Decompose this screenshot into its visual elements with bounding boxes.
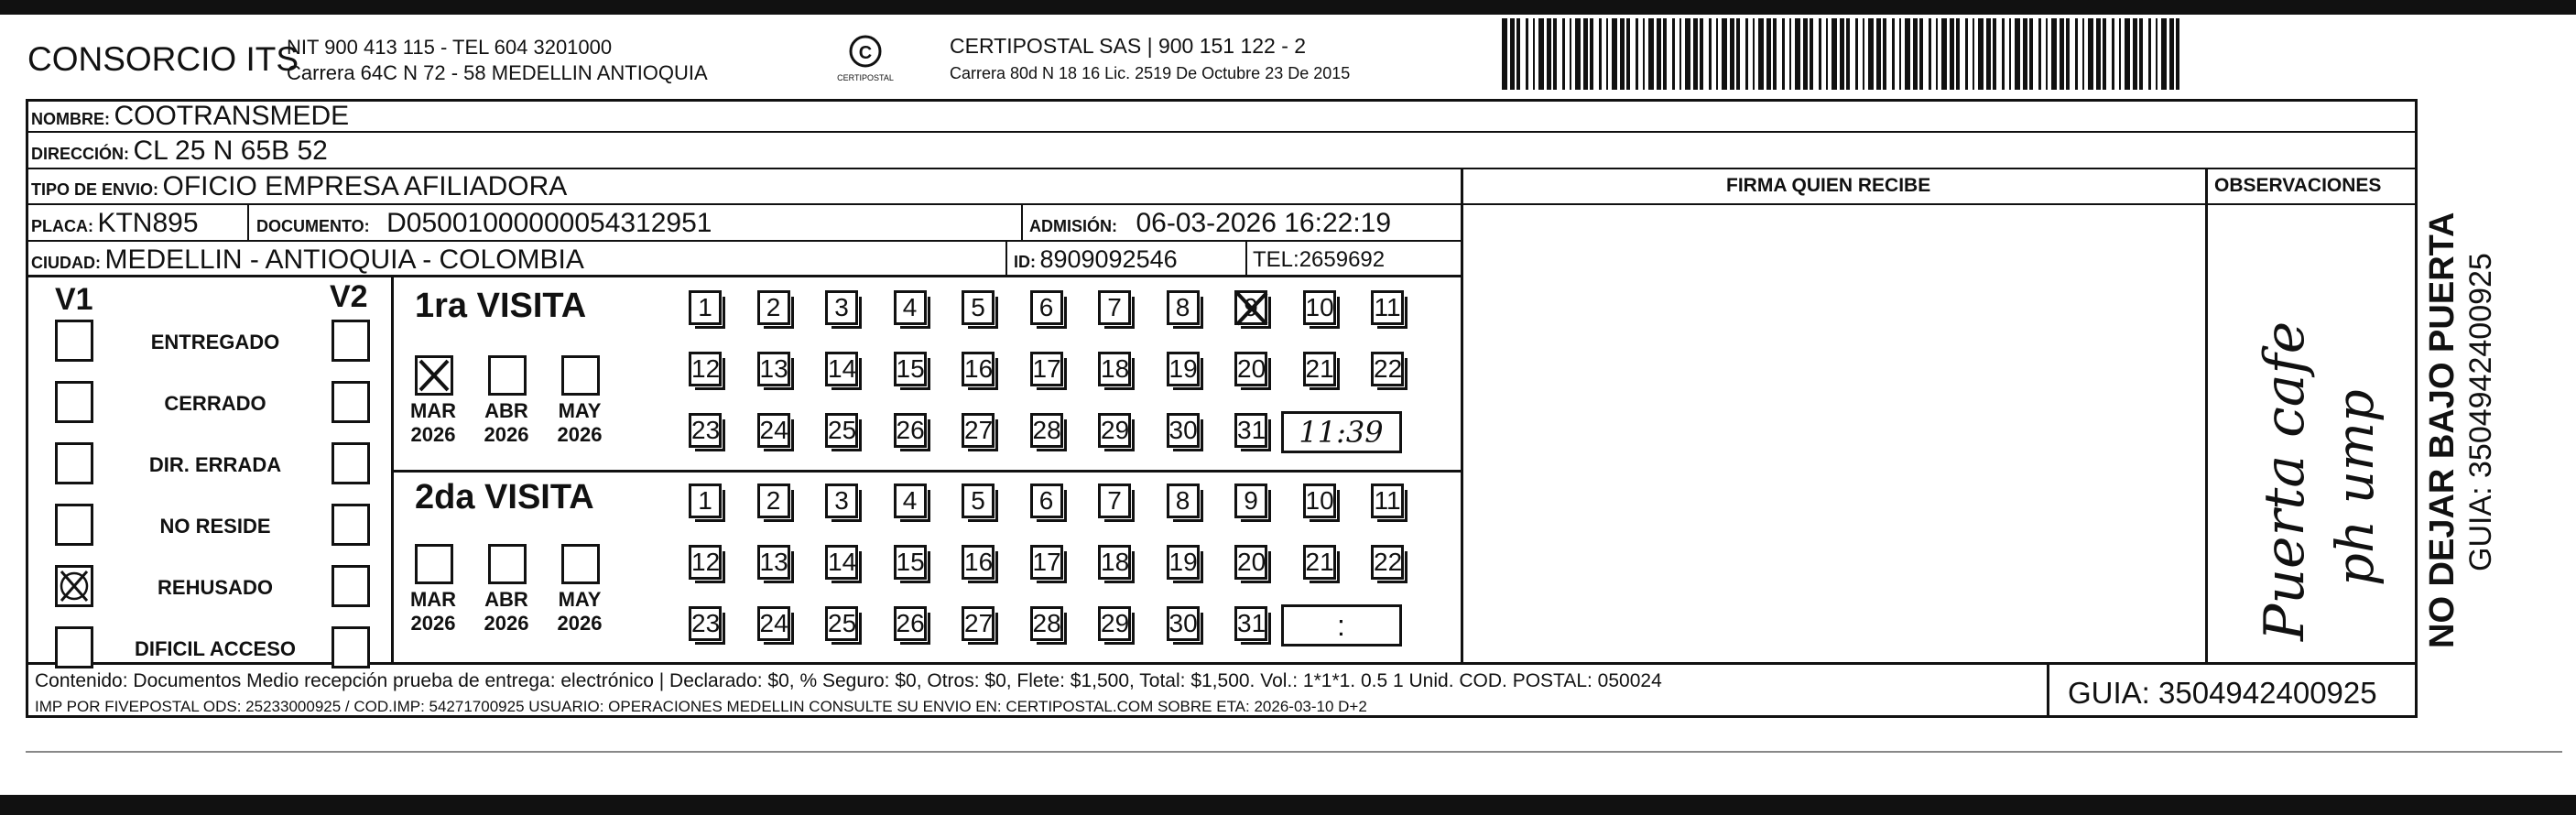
barcode-bar	[1993, 18, 1996, 90]
barcode-bar	[2009, 18, 2011, 90]
barcode-bar	[1657, 18, 1661, 90]
observation-handwriting-2: ph ump	[2326, 389, 2386, 586]
barcode-bar	[1956, 18, 1960, 90]
v1-checkbox[interactable]	[55, 442, 93, 484]
day-box[interactable]: 22	[1371, 545, 1404, 580]
placa-row: PLACA: KTN895	[31, 208, 199, 238]
barcode-bar	[1736, 18, 1740, 90]
day-box[interactable]: 26	[894, 413, 927, 448]
barcode-bar	[2066, 18, 2070, 90]
barcode-bar	[1590, 18, 1593, 90]
day-box[interactable]: 2	[757, 484, 790, 518]
day-box[interactable]: 9	[1234, 484, 1267, 518]
barcode-bar	[1562, 18, 1565, 90]
day-box[interactable]: 28	[1030, 606, 1063, 641]
day-box[interactable]: 25	[825, 413, 858, 448]
day-box[interactable]: 28	[1030, 413, 1063, 448]
year-label: 2026	[484, 423, 529, 446]
barcode-bar	[2002, 18, 2005, 90]
barcode-bar	[1570, 18, 1571, 90]
documento-row: DOCUMENTO: D05001000000054312951	[256, 208, 712, 238]
barcode-bar	[1730, 18, 1734, 90]
footer-imp: IMP POR FIVEPOSTAL ODS: 25233000925 / COD.IMP: 54271700925 USUARIO: OPERACIONES MEDELLIN CONSULTE SU ENVIO EN: CERTIPOSTAL.COM SOBRE ETA: 2026-03-10 D+2	[35, 698, 1367, 715]
status-label: REHUSADO	[158, 576, 273, 599]
documento-value: D05001000000054312951	[386, 208, 712, 238]
barcode-bar	[1526, 18, 1528, 90]
barcode-bar	[1606, 18, 1608, 90]
barcode-bar	[1795, 18, 1800, 90]
v2-checkbox[interactable]	[332, 381, 370, 423]
day-box[interactable]: 2	[757, 290, 790, 325]
barcode-bar	[1965, 18, 1968, 90]
svg-text:C: C	[858, 43, 873, 63]
barcode-bar	[1905, 18, 1910, 90]
day-box[interactable]: 19	[1167, 352, 1200, 386]
direccion-value: CL 25 N 65B 52	[133, 136, 328, 166]
v2-checkbox[interactable]	[332, 504, 370, 546]
barcode-bar	[2103, 18, 2106, 90]
day-box[interactable]: 10	[1303, 290, 1336, 325]
nombre-value: COOTRANSMEDE	[114, 101, 350, 131]
year-label: 2026	[410, 423, 456, 446]
month-label: MAR	[409, 588, 457, 611]
barcode-bar	[1553, 18, 1557, 90]
year-label: 2026	[557, 423, 603, 446]
day-box[interactable]: 6	[1030, 484, 1063, 518]
time-box[interactable]: :	[1281, 604, 1402, 647]
day-box[interactable]: 20	[1234, 352, 1267, 386]
barcode-bar	[1753, 18, 1755, 90]
day-box[interactable]: 17	[1030, 545, 1063, 580]
barcode-bar	[2060, 18, 2064, 90]
barcode-bar	[2119, 18, 2121, 90]
status-label: DIR. ERRADA	[148, 453, 282, 476]
month-checkbox[interactable]	[561, 544, 600, 584]
day-box[interactable]: 5	[962, 484, 995, 518]
company-address: Carrera 64C N 72 - 58 MEDELLIN ANTIOQUIA	[287, 61, 708, 84]
barcode-bar	[1868, 18, 1874, 90]
barcode-bar	[1766, 18, 1771, 90]
tipo-row: TIPO DE ENVIO: OFICIO EMPRESA AFILIADORA	[31, 171, 568, 201]
day-box[interactable]: 1	[689, 290, 722, 325]
tel-value: 2659692	[1299, 247, 1386, 272]
barcode-bar	[1599, 18, 1602, 90]
barcode-bar	[1620, 18, 1625, 90]
barcode-bar	[1810, 18, 1813, 90]
day-box[interactable]: 12	[689, 352, 722, 386]
nombre-row: NOMBRE: COOTRANSMEDE	[31, 101, 350, 131]
day-box[interactable]: 27	[962, 413, 995, 448]
month-checkbox[interactable]	[415, 544, 453, 584]
barcode-bar	[1819, 18, 1821, 90]
placa-value: KTN895	[97, 208, 199, 238]
day-box[interactable]: 15	[894, 545, 927, 580]
barcode-bar	[2075, 18, 2078, 90]
barcode-bar	[1533, 18, 1535, 90]
barcode-bar	[1782, 18, 1785, 90]
day-box[interactable]: 1	[689, 484, 722, 518]
barcode-bar	[1626, 18, 1630, 90]
ciudad-row: CIUDAD: MEDELLIN - ANTIOQUIA - COLOMBIA	[31, 244, 584, 275]
day-box[interactable]: 14	[825, 352, 858, 386]
svg-text:CERTIPOSTAL: CERTIPOSTAL	[837, 73, 894, 82]
barcode-bar	[2096, 18, 2101, 90]
barcode-bar	[1840, 18, 1844, 90]
v2-checkbox[interactable]	[332, 565, 370, 607]
side-guia: GUIA: 3504942400925	[2463, 253, 2498, 571]
ciudad-value: MEDELLIN - ANTIOQUIA - COLOMBIA	[104, 244, 584, 275]
day-box[interactable]: 4	[894, 290, 927, 325]
day-box[interactable]: 20	[1234, 545, 1267, 580]
barcode-bar	[2161, 18, 2167, 90]
v2-checkbox[interactable]	[332, 320, 370, 362]
admision-row: ADMISIÓN: 06-03-2026 16:22:19	[1029, 208, 1392, 238]
day-box[interactable]	[1234, 290, 1267, 325]
v1-checkbox[interactable]	[55, 381, 93, 423]
day-box[interactable]: 24	[757, 606, 790, 641]
barcode-bar	[1722, 18, 1727, 90]
barcode-bar	[1636, 18, 1638, 90]
barcode-bar	[2038, 18, 2041, 90]
barcode-bar	[1510, 18, 1515, 90]
barcode-bar	[1876, 18, 1881, 90]
barcode-bar	[1899, 18, 1901, 90]
v1-header: V1	[55, 282, 93, 317]
year-label: 2026	[410, 612, 456, 635]
day-box[interactable]: 7	[1098, 484, 1131, 518]
barcode-bar	[1919, 18, 1923, 90]
day-box[interactable]: 13	[757, 545, 790, 580]
day-box[interactable]: 10	[1303, 484, 1336, 518]
day-box[interactable]: 15	[894, 352, 927, 386]
day-box[interactable]: 8	[1167, 290, 1200, 325]
barcode-bar	[1693, 18, 1698, 90]
barcode-bar	[1773, 18, 1777, 90]
barcode-bar	[1583, 18, 1588, 90]
day-box[interactable]: 18	[1098, 545, 1131, 580]
barcode-bar	[1516, 18, 1520, 90]
courier-license: Carrera 80d N 18 16 Lic. 2519 De Octubre 23 De 2015	[950, 64, 1351, 82]
observaciones-header: OBSERVACIONES	[2214, 175, 2382, 196]
day-box[interactable]: 25	[825, 606, 858, 641]
barcode-bar	[1575, 18, 1581, 90]
barcode-bar	[1846, 18, 1850, 90]
month-label: MAR	[409, 399, 457, 422]
observation-handwriting-1: Puerta cafe	[2253, 321, 2317, 641]
barcode-bar	[2023, 18, 2027, 90]
barcode-bar	[1758, 18, 1764, 90]
day-box[interactable]: 3	[825, 290, 858, 325]
barcode-bar	[1929, 18, 1931, 90]
barcode-bar	[1672, 18, 1675, 90]
barcode-bar	[1709, 18, 1712, 90]
v2-header: V2	[330, 279, 368, 314]
admision-value: 06-03-2026 16:22:19	[1136, 208, 1392, 238]
day-box[interactable]: 24	[757, 413, 790, 448]
barcode-bar	[2015, 18, 2020, 90]
barcode-bar	[1936, 18, 1938, 90]
visit1-title: 1ra VISITA	[415, 287, 587, 325]
day-box[interactable]: 29	[1098, 413, 1131, 448]
barcode-bar	[1663, 18, 1667, 90]
barcode-bar	[1648, 18, 1654, 90]
day-box[interactable]: 14	[825, 545, 858, 580]
barcode-bar	[2133, 18, 2137, 90]
day-box[interactable]: 11	[1371, 290, 1404, 325]
barcode-bar	[1803, 18, 1808, 90]
status-label: CERRADO	[164, 392, 266, 415]
footer-contenido: Contenido: Documentos Medio recepción prueba de entrega: electrónico | Declarado: $0, % Seguro: $0, Otros: $0, Flete: $1,500, Total: $1,500. Vol.: 1*1*1. 0.5 1 Unid. COD. POSTAL: 050024	[35, 670, 1662, 691]
status-label: NO RESIDE	[159, 515, 271, 538]
barcode-bar	[2088, 18, 2093, 90]
barcode-bar	[2125, 18, 2130, 90]
barcode-bar	[1831, 18, 1837, 90]
barcode-bar	[2051, 18, 2057, 90]
barcode-bar	[1700, 18, 1703, 90]
barcode-bar	[1502, 18, 1507, 90]
barcode-bar	[1892, 18, 1895, 90]
v2-checkbox[interactable]	[332, 442, 370, 484]
status-label: ENTREGADO	[150, 331, 280, 353]
day-box[interactable]: 31	[1234, 606, 1267, 641]
barcode-bar	[1978, 18, 1984, 90]
day-box[interactable]: 26	[894, 606, 927, 641]
barcode-bar	[2139, 18, 2143, 90]
barcode-bar	[1538, 18, 1544, 90]
courier-name: CERTIPOSTAL SAS | 900 151 122 - 2	[950, 34, 1307, 58]
year-label: 2026	[484, 612, 529, 635]
footer-guia: GUIA: 3504942400925	[2068, 676, 2377, 710]
year-label: 2026	[557, 612, 603, 635]
day-box[interactable]: 27	[962, 606, 995, 641]
day-box[interactable]: 22	[1371, 352, 1404, 386]
barcode-bar	[1685, 18, 1690, 90]
day-box[interactable]: 30	[1167, 606, 1200, 641]
day-box[interactable]: 5	[962, 290, 995, 325]
month-label: ABR	[484, 588, 528, 611]
day-box[interactable]: 8	[1167, 484, 1200, 518]
company-name: CONSORCIO ITS	[27, 40, 299, 78]
visit2-title: 2da VISITA	[415, 478, 594, 516]
barcode-bar	[1941, 18, 1947, 90]
day-box[interactable]: 21	[1303, 545, 1336, 580]
barcode-bar	[2169, 18, 2174, 90]
day-box[interactable]: 18	[1098, 352, 1131, 386]
barcode-bar	[2176, 18, 2179, 90]
month-checkbox[interactable]	[488, 544, 527, 584]
barcode-bar	[2156, 18, 2158, 90]
barcode-bar	[1789, 18, 1791, 90]
barcode-bar	[2112, 18, 2114, 90]
certipostal-logo	[829, 31, 902, 95]
id-row: ID: 8909092546	[1014, 245, 1178, 273]
barcode-bar	[1745, 18, 1748, 90]
barcode-bar	[2046, 18, 2048, 90]
month-label: MAY	[558, 399, 602, 422]
tipo-value: OFICIO EMPRESA AFILIADORA	[162, 171, 568, 201]
v1-checkbox[interactable]	[55, 626, 93, 668]
month-checkbox[interactable]	[415, 355, 453, 396]
barcode-bar	[2029, 18, 2033, 90]
barcode-bar	[2082, 18, 2084, 90]
day-box[interactable]: 17	[1030, 352, 1063, 386]
v1-checkbox[interactable]	[55, 504, 93, 546]
day-box[interactable]: 12	[689, 545, 722, 580]
v2-checkbox[interactable]	[332, 626, 370, 668]
day-box[interactable]: 23	[689, 606, 722, 641]
barcode-bar	[1679, 18, 1681, 90]
barcode-bar	[1973, 18, 1974, 90]
day-box[interactable]: 6	[1030, 290, 1063, 325]
month-checkbox[interactable]	[561, 355, 600, 396]
month-label: ABR	[484, 399, 528, 422]
day-box[interactable]: 19	[1167, 545, 1200, 580]
day-box[interactable]: 16	[962, 352, 995, 386]
barcode-bar	[1913, 18, 1918, 90]
barcode	[1502, 18, 2184, 90]
day-box[interactable]: 3	[825, 484, 858, 518]
no-dejar-bajo-puerta: NO DEJAR BAJO PUERTA	[2423, 212, 2462, 648]
day-box[interactable]: 13	[757, 352, 790, 386]
status-label: DIFICIL ACCESO	[134, 637, 296, 660]
month-checkbox[interactable]	[488, 355, 527, 396]
bottom-border	[0, 795, 2576, 815]
day-box[interactable]: 31	[1234, 413, 1267, 448]
barcode-bar	[1950, 18, 1954, 90]
barcode-bar	[1547, 18, 1551, 90]
day-number: 9	[1244, 293, 1258, 321]
v1-checkbox[interactable]	[55, 565, 93, 607]
id-value: 8909092546	[1039, 245, 1178, 273]
barcode-bar	[1863, 18, 1864, 90]
day-box[interactable]: 30	[1167, 413, 1200, 448]
barcode-bar	[1986, 18, 1991, 90]
barcode-bar	[1716, 18, 1718, 90]
day-box[interactable]: 29	[1098, 606, 1131, 641]
month-label: MAY	[558, 588, 602, 611]
time-box[interactable]: 11:39	[1281, 411, 1402, 453]
day-box[interactable]: 7	[1098, 290, 1131, 325]
barcode-bar	[1883, 18, 1886, 90]
barcode-bar	[1855, 18, 1858, 90]
day-box[interactable]: 4	[894, 484, 927, 518]
top-border	[0, 0, 2576, 15]
barcode-bar	[1612, 18, 1617, 90]
v1-checkbox[interactable]	[55, 320, 93, 362]
company-nit-tel: NIT 900 413 115 - TEL 604 3201000	[287, 36, 613, 59]
barcode-bar	[1826, 18, 1828, 90]
day-box[interactable]: 21	[1303, 352, 1336, 386]
day-box[interactable]: 16	[962, 545, 995, 580]
tel-row: TEL:2659692	[1253, 247, 1386, 272]
direccion-row: DIRECCIÓN: CL 25 N 65B 52	[31, 136, 328, 166]
day-box[interactable]: 23	[689, 413, 722, 448]
barcode-bar	[2148, 18, 2151, 90]
barcode-bar	[1643, 18, 1645, 90]
day-box[interactable]: 11	[1371, 484, 1404, 518]
firma-header: FIRMA QUIEN RECIBE	[1726, 175, 1931, 196]
